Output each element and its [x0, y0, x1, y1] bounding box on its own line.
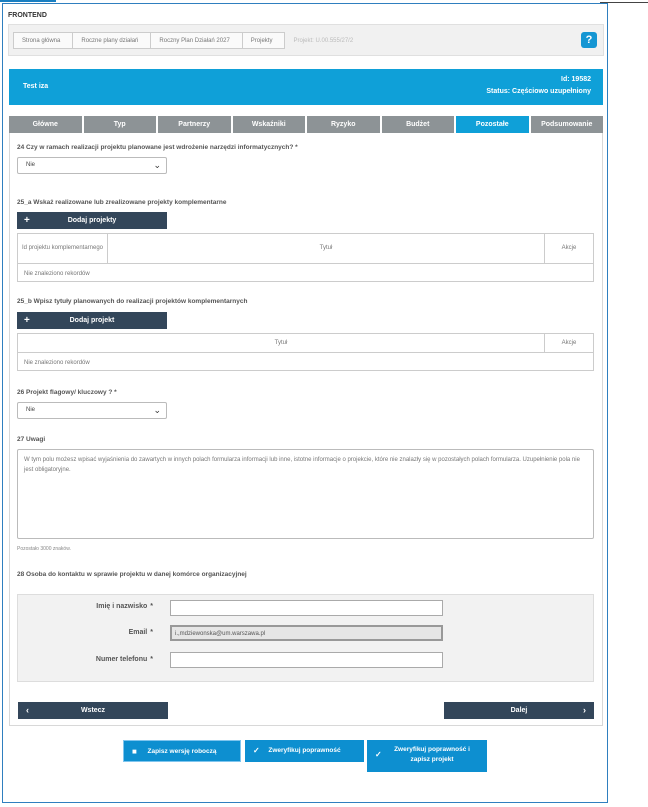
- next-label: Dalej: [510, 707, 528, 714]
- next-button[interactable]: [444, 702, 594, 719]
- breadcrumb-plan-2027[interactable]: Roczny Plan Działań 2027: [150, 32, 242, 49]
- add-projects-label: Dodaj projekty: [67, 217, 117, 224]
- project-id: Id: 19582: [561, 76, 591, 83]
- q27-label: 27 Uwagi: [17, 436, 46, 443]
- app-title: FRONTEND: [8, 12, 47, 19]
- col-actions: Akcje: [545, 234, 594, 263]
- q26-select-value: Nie: [26, 407, 36, 413]
- back-button[interactable]: [18, 702, 168, 719]
- save-icon: ■: [132, 747, 137, 756]
- tab-budzet[interactable]: Budżet: [382, 116, 455, 133]
- contact-box: [17, 594, 594, 682]
- help-icon[interactable]: ?: [581, 32, 597, 48]
- q24-label: 24 Czy w ramach realizacji projektu planowane jest wdrożenie narzędzi informatycznych? *: [17, 144, 298, 151]
- tab-ryzyko[interactable]: Ryzyko: [307, 116, 380, 133]
- top-accent-line: [0, 0, 56, 2]
- chevron-right-icon: ›: [583, 705, 586, 715]
- verify-label: Zweryfikuj poprawność: [268, 747, 341, 754]
- project-header: [9, 69, 603, 105]
- verify-save-label: Zweryfikuj poprawność i zapisz projekt: [394, 746, 470, 763]
- add-project-label: Dodaj projekt: [69, 317, 115, 324]
- save-draft-label: Zapisz wersję roboczą: [147, 748, 217, 755]
- tab-wskazniki[interactable]: Wskaźniki: [233, 116, 306, 133]
- q24-select[interactable]: [17, 157, 167, 174]
- q24-select-value: Nie: [26, 162, 36, 168]
- plus-icon: +: [24, 215, 30, 226]
- email-label: Email *: [128, 629, 153, 636]
- chevron-down-icon: ⌄: [153, 160, 161, 170]
- project-status: Status: Częściowo uzupełniony: [486, 88, 591, 95]
- col-project-id[interactable]: Id projektu komplementarnego: [18, 234, 108, 263]
- tab-typ[interactable]: Typ: [84, 116, 157, 133]
- tab-pozostale[interactable]: Pozostałe: [456, 116, 529, 133]
- breadcrumb-projects[interactable]: Projekty: [242, 32, 286, 49]
- breadcrumb-current-project: Projekt: U.00.555/27/2: [293, 38, 354, 44]
- q26-label: 26 Projekt flagowy/ kluczowy ? *: [17, 389, 117, 396]
- q25a-label: 25_a Wskaż realizowane lub zrealizowane projekty komplementarne: [17, 199, 227, 206]
- chevron-left-icon: ‹: [26, 705, 29, 715]
- email-field[interactable]: i.,mdziewonska@um.warszawa.pl: [170, 625, 443, 641]
- planned-projects-table: [17, 333, 594, 371]
- back-label: Wstecz: [80, 707, 106, 714]
- q25b-label: 25_b Wpisz tytuły planowanych do realizacji projektów komplementarnych: [17, 298, 248, 305]
- col-title[interactable]: Tytuł: [18, 334, 545, 352]
- save-draft-button[interactable]: [123, 740, 241, 762]
- check-icon: ✓: [375, 750, 382, 759]
- tab-podsumowanie[interactable]: Podsumowanie: [531, 116, 604, 133]
- check-circle-icon: ✓: [253, 746, 260, 755]
- breadcrumb-annual-plans[interactable]: Roczne plany działań: [72, 32, 151, 49]
- col-title[interactable]: Tytuł: [108, 234, 545, 263]
- q28-label: 28 Osoba do kontaktu w sprawie projektu w danej komórce organizacyjnej: [17, 571, 247, 578]
- empty-row: Nie znaleziono rekordów: [24, 270, 90, 277]
- breadcrumb: [8, 24, 604, 56]
- breadcrumb-home[interactable]: Strona główna: [13, 32, 73, 49]
- tab-partnerzy[interactable]: Partnerzy: [158, 116, 231, 133]
- complementary-projects-table: [17, 233, 594, 282]
- verify-button[interactable]: [245, 740, 364, 762]
- verify-save-button[interactable]: [367, 740, 487, 772]
- add-project-button[interactable]: [17, 312, 167, 329]
- q26-select[interactable]: [17, 402, 167, 419]
- remaining-chars: Pozostało 3000 znaków.: [17, 546, 71, 552]
- name-label: Imię i nazwisko *: [96, 603, 153, 610]
- name-input[interactable]: [170, 600, 443, 616]
- remarks-textarea[interactable]: W tym polu możesz wpisać wyjaśnienia do zawartych w innych polach formularza informacji lub inne, istotne informacje o projekcie, które nie znalazły się w pozostałych polach formularza. Uzupełnienie pola nie jest obligatoryjne.: [17, 449, 594, 539]
- tab-bar: [9, 116, 603, 133]
- chevron-down-icon: ⌄: [153, 405, 161, 415]
- tab-glowne[interactable]: Główne: [9, 116, 82, 133]
- plus-icon: +: [24, 315, 30, 326]
- phone-input[interactable]: [170, 652, 443, 668]
- add-projects-button[interactable]: [17, 212, 167, 229]
- empty-row: Nie znaleziono rekordów: [24, 359, 90, 366]
- phone-label: Numer telefonu *: [95, 656, 153, 663]
- col-actions: Akcje: [545, 334, 594, 352]
- project-name: Test iza: [23, 83, 49, 90]
